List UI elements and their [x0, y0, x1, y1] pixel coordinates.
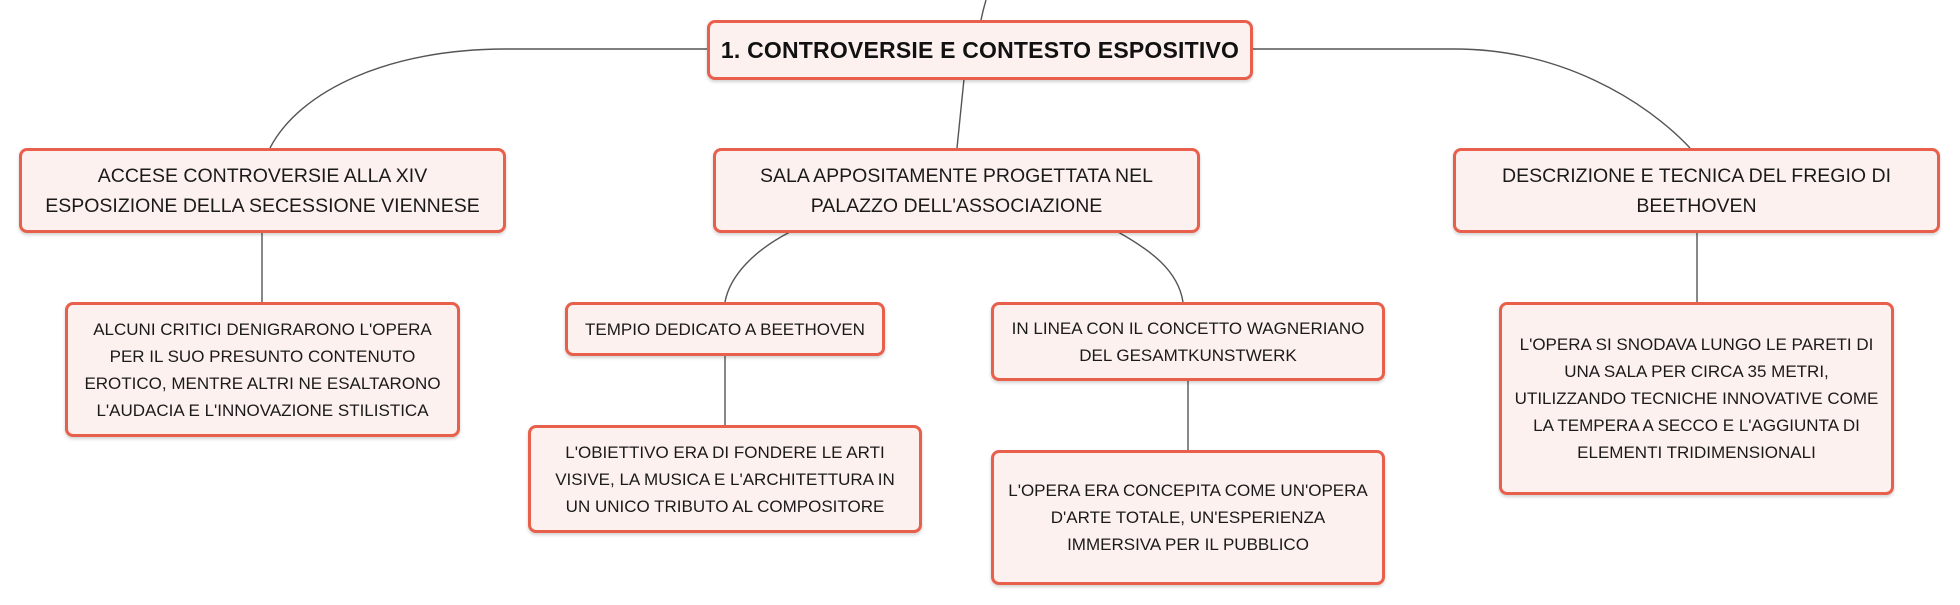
subtopic-gesamtkunstwerk[interactable] [991, 302, 1385, 381]
root-topic-label: 1. CONTROVERSIE E CONTESTO ESPOSITIVO [720, 36, 1240, 63]
edge-root-to-left [270, 49, 707, 148]
detail-temple-goal[interactable] [528, 425, 922, 533]
detail-critics-text: ALCUNI CRITICI DENIGRARONO L'OPERA PER IL SUO PRESUNTO CONTENUTO EROTICO, MENTRE ALTRI NE ESALTARONO L'AUDACIA E L'INNOVAZIONE STILISTICA [84, 319, 441, 420]
topic-controversies-label: ACCESE CONTROVERSIE ALLA XIV ESPOSIZIONE DELLA SECESSIONE VIENNESE [45, 164, 480, 217]
detail-frieze-technique[interactable] [1499, 302, 1894, 495]
edge-parent-to-root [981, 0, 986, 20]
detail-frieze-technique-text: L'OPERA SI SNODAVA LUNGO LE PARETI DI UNA SALA PER CIRCA 35 METRI, UTILIZZANDO TECNICHE INNOVATIVE COME LA TEMPERA A SECCO E L'AGGIUNTA DI ELEMENTI TRIDIMENSIONALI [1514, 335, 1879, 462]
topic-exhibition-hall[interactable] [713, 148, 1200, 233]
edge-center-to-sub-b [1118, 232, 1183, 302]
detail-temple-goal-text: L'OBIETTIVO ERA DI FONDERE LE ARTI VISIVE, LA MUSICA E L'ARCHITETTURA IN UN UNICO TRIBUTO AL COMPOSITORE [555, 442, 895, 516]
edge-root-to-center [957, 79, 964, 148]
topic-frieze-description-label: DESCRIZIONE E TECNICA DEL FREGIO DI BEETHOVEN [1502, 164, 1891, 217]
edge-center-to-sub-a [725, 232, 790, 302]
edge-root-to-right [1252, 49, 1690, 148]
root-topic[interactable] [707, 20, 1253, 80]
topic-controversies[interactable] [19, 148, 506, 233]
detail-total-artwork[interactable] [991, 450, 1385, 585]
subtopic-gesamtkunstwerk-label: IN LINEA CON IL CONCETTO WAGNERIANO DEL GESAMTKUNSTWERK [1011, 318, 1365, 365]
subtopic-temple[interactable] [565, 302, 885, 356]
detail-critics[interactable] [65, 302, 460, 437]
subtopic-temple-label: TEMPIO DEDICATO A BEETHOVEN [585, 319, 865, 339]
topic-exhibition-hall-label: SALA APPOSITAMENTE PROGETTATA NEL PALAZZO DELL'ASSOCIAZIONE [760, 164, 1153, 217]
detail-total-artwork-text: L'OPERA ERA CONCEPITA COME UN'OPERA D'ARTE TOTALE, UN'ESPERIENZA IMMERSIVA PER IL PUBBLICO [1008, 481, 1368, 554]
topic-frieze-description[interactable] [1453, 148, 1940, 233]
